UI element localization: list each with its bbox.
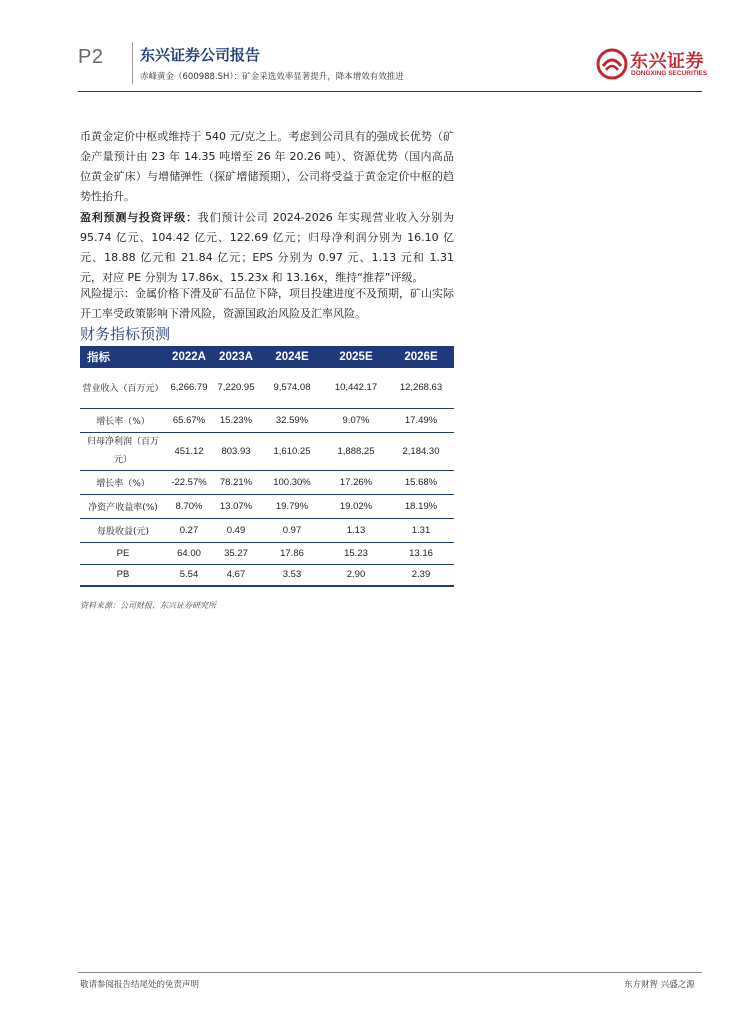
cell-2023: 803.93: [212, 432, 260, 470]
row-label: PE: [80, 542, 166, 564]
cell-2026: 1.31: [388, 518, 454, 542]
table-row: [80, 494, 454, 518]
cell-2023: 15.23%: [212, 408, 260, 432]
header-2023a: 2023A: [212, 346, 260, 368]
cell-2023: 0.49: [212, 518, 260, 542]
forecast-lead: 盈利预测与投资评级：: [80, 211, 198, 224]
cell-2025: 2.90: [324, 564, 388, 586]
footer-slogan: 东方财智 兴盛之源: [624, 980, 695, 990]
cell-2025: 1.13: [324, 518, 388, 542]
cell-2025: 15.23: [324, 542, 388, 564]
cell-2024: 3.53: [260, 564, 324, 586]
table-row: [80, 408, 454, 432]
report-title: 东兴证券公司报告: [140, 46, 261, 64]
company-logo: [596, 46, 706, 86]
paragraph-risk: 风险提示：金属价格下滑及矿石品位下降，项目投建进度不及预期，矿山实际开工率受政策影响下滑风险，资源国政治风险及汇率风险。: [80, 287, 454, 320]
page-number: P2: [78, 46, 104, 68]
row-label: PB: [80, 564, 166, 586]
cell-2022: 64.00: [166, 542, 212, 564]
header-rule: [78, 91, 702, 92]
cell-2025: 17.26%: [324, 470, 388, 494]
cell-2026: 12,268.63: [388, 368, 454, 408]
cell-2025: 9.07%: [324, 408, 388, 432]
cell-2024: 19.79%: [260, 494, 324, 518]
logo-name-en: DONGXING SECURITIES: [631, 70, 708, 77]
report-subtitle: 赤峰黄金（600988.SH）：矿金采选效率显著提升，降本增效有效推进: [140, 72, 404, 82]
table-row: [80, 470, 454, 494]
cell-2022: 451.12: [166, 432, 212, 470]
header-2024e: 2024E: [260, 346, 324, 368]
table-row: [80, 564, 454, 586]
header-2025e: 2025E: [324, 346, 388, 368]
cell-2022: 8.70%: [166, 494, 212, 518]
table-row: [80, 542, 454, 564]
cell-2023: 13.07%: [212, 494, 260, 518]
cell-2026: 17.49%: [388, 408, 454, 432]
cell-2024: 9,574.08: [260, 368, 324, 408]
cell-2024: 32.59%: [260, 408, 324, 432]
header-indicator: 指标: [80, 346, 166, 368]
header-divider: [132, 42, 133, 84]
cell-2026: 15.68%: [388, 470, 454, 494]
cell-2024: 1,610.25: [260, 432, 324, 470]
cell-2023: 78.21%: [212, 470, 260, 494]
cell-2025: 1,888.25: [324, 432, 388, 470]
table-header-row: [80, 346, 454, 368]
cell-2026: 13.16: [388, 542, 454, 564]
header-2022a: 2022A: [166, 346, 212, 368]
cell-2025: 10,442.17: [324, 368, 388, 408]
cell-2022: 5.54: [166, 564, 212, 586]
cell-2026: 2.39: [388, 564, 454, 586]
cell-2025: 19.02%: [324, 494, 388, 518]
cell-2024: 0.97: [260, 518, 324, 542]
cell-2023: 35.27: [212, 542, 260, 564]
footer-rule: [78, 972, 702, 973]
cell-2026: 18.19%: [388, 494, 454, 518]
cell-2023: 7,220.95: [212, 368, 260, 408]
footer-disclaimer: 敬请参阅报告结尾处的免责声明: [80, 980, 200, 990]
paragraph-outlook: 币黄金定价中枢或维持于 540 元/克之上。考虑到公司具有的强成长优势（矿金产量预计由 23 年 14.35 吨增至 26 年 20.26 吨）、资源优势（国内高品位黄金矿床）与增储弹性（探矿增储预期），公司将受益于黄金定价中枢的趋势性抬升。: [80, 130, 454, 203]
cell-2024: 17.86: [260, 542, 324, 564]
header-2026e: 2026E: [388, 346, 454, 368]
table-row: [80, 432, 454, 470]
row-label: 增长率（%）: [80, 470, 166, 494]
row-label: 每股收益(元): [80, 518, 166, 542]
cell-2022: 0.27: [166, 518, 212, 542]
cell-2024: 100.30%: [260, 470, 324, 494]
row-label: 增长率（%）: [80, 408, 166, 432]
section-title: 财务指标预测: [80, 325, 171, 343]
cell-2022: 6,266.79: [166, 368, 212, 408]
financial-forecast-table: [80, 346, 454, 587]
table-row: [80, 518, 454, 542]
row-label: 营业收入（百万元）: [80, 368, 166, 408]
logo-emblem-icon: [596, 48, 628, 80]
cell-2026: 2,184.30: [388, 432, 454, 470]
cell-2022: 65.67%: [166, 408, 212, 432]
paragraph-forecast: [80, 208, 454, 288]
table-source: 资料来源：公司财报、东兴证券研究所: [80, 601, 216, 610]
logo-name-cn: 东兴证券: [630, 51, 704, 72]
cell-2023: 4.67: [212, 564, 260, 586]
row-label: 净资产收益率(%): [80, 494, 166, 518]
row-label: 归母净利润（百万元）: [80, 432, 166, 470]
forecast-text: 我们预计公司 2024-2026 年实现营业收入分别为 95.74 亿元、104.42 亿元、122.69 亿元；归母净利润分别为 16.10 亿元、18.88 亿元和 21.84 亿元；EPS 分别为 0.97 元、1.13 元和 1.31 元，对应 PE 分别为 17.86x、15.23x 和 13.16x，维持“推荐”评级。: [80, 211, 454, 284]
cell-2022: -22.57%: [166, 470, 212, 494]
table-row: [80, 368, 454, 408]
